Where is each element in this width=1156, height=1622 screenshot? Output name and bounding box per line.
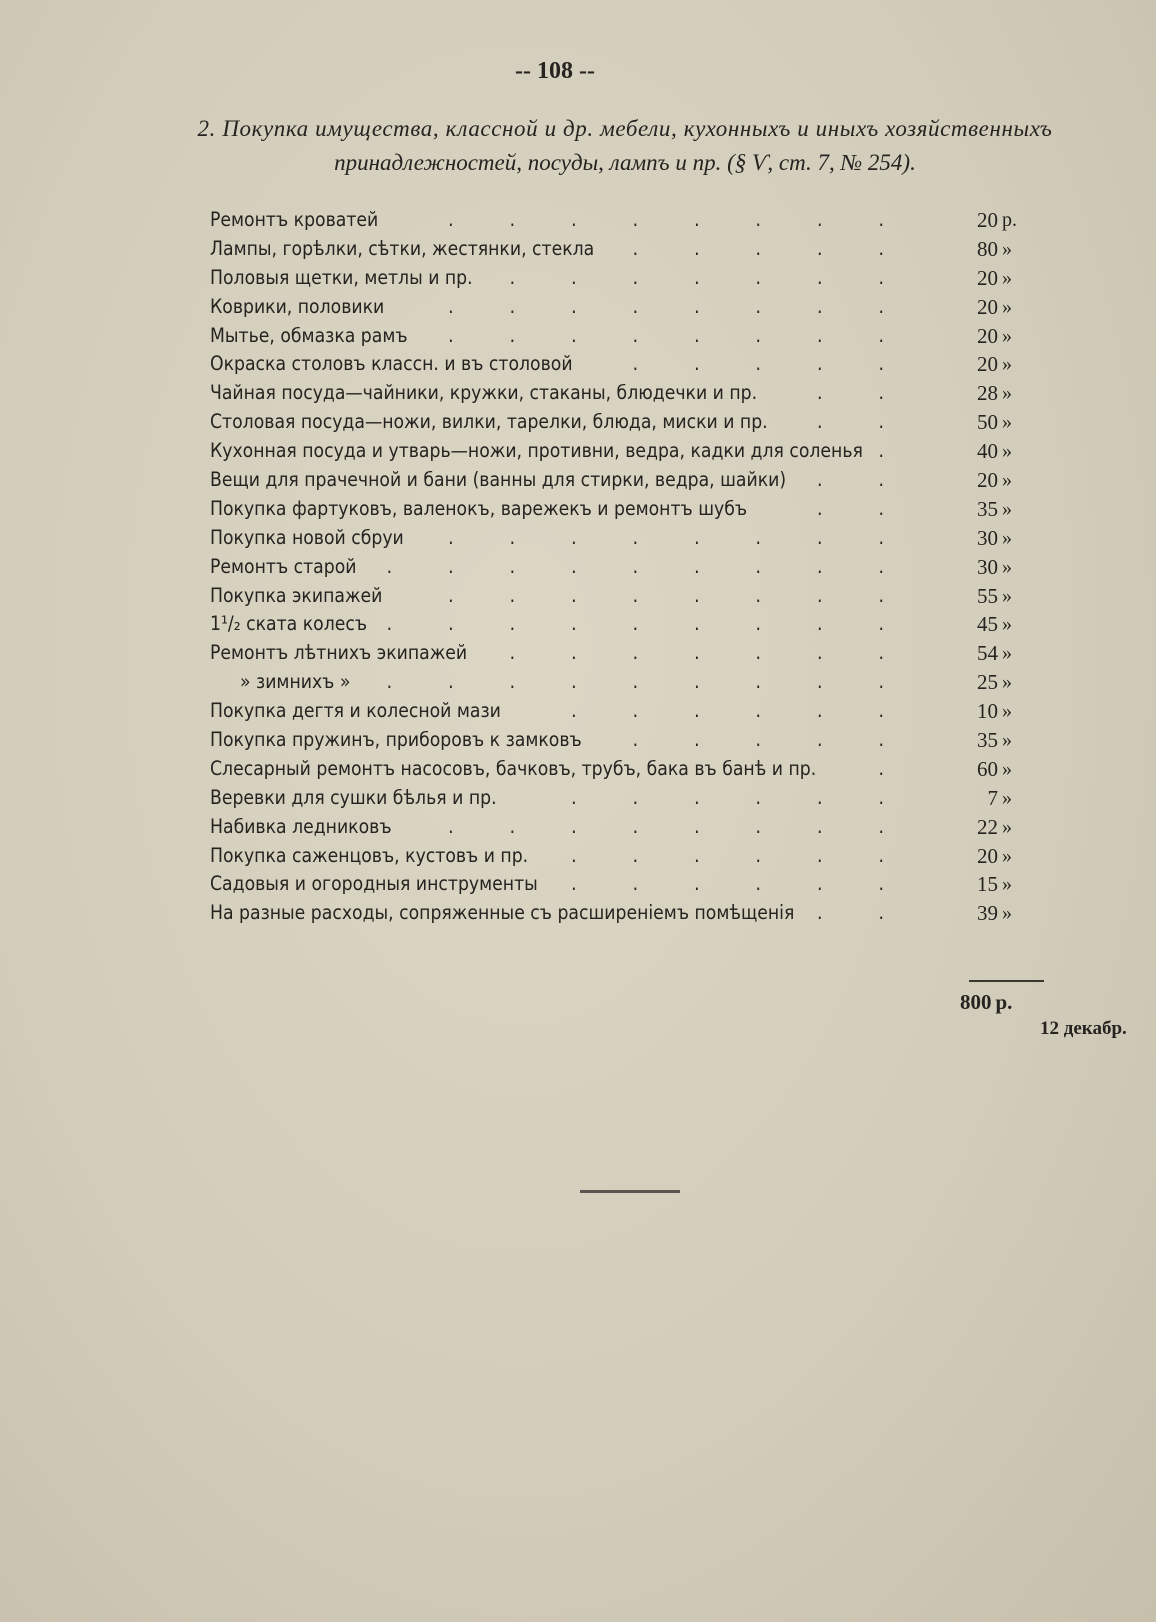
leader-dots: ......... — [386, 554, 940, 578]
list-item — [210, 639, 1060, 668]
section-heading — [100, 112, 1150, 180]
leader-dots: .. — [817, 496, 940, 520]
list-item — [210, 293, 1060, 322]
expense-list — [210, 206, 1060, 928]
item-amount: 80 — [977, 236, 998, 261]
leader-dots: ....... — [509, 641, 940, 665]
leader-dots: ..... — [632, 728, 940, 752]
item-label: Покупка новой сбруи — [210, 525, 404, 549]
list-item — [210, 379, 1060, 408]
item-amount: 28 — [977, 381, 998, 406]
item-unit: » — [1002, 324, 1012, 347]
list-item — [210, 697, 1060, 726]
item-label: Покупка дегтя и колесной мази — [210, 699, 501, 723]
leader-dots: ........ — [448, 323, 940, 347]
item-amount: 45 — [977, 612, 998, 637]
leader-dots: .. — [817, 410, 940, 434]
list-item — [210, 553, 1060, 582]
item-unit: » — [1002, 497, 1012, 520]
item-unit: » — [1002, 411, 1012, 434]
item-amount: 20 — [977, 323, 998, 348]
item-label: Набивка ледниковъ — [210, 814, 392, 838]
item-label: 1¹/₂ ската колесъ — [210, 612, 368, 636]
item-amount: 30 — [977, 525, 998, 550]
item-amount: 40 — [977, 439, 998, 464]
item-unit: » — [1002, 526, 1012, 549]
item-amount: 10 — [977, 699, 998, 724]
list-item — [210, 899, 1060, 928]
leader-dots: ......... — [386, 670, 940, 694]
item-unit: » — [1002, 844, 1012, 867]
leader-dots: ....... — [509, 265, 940, 289]
total-rule — [969, 980, 1044, 982]
item-label: » зимнихъ » — [240, 670, 351, 694]
item-amount: 20 — [977, 352, 998, 377]
item-unit: » — [1002, 469, 1012, 492]
list-item — [210, 582, 1060, 611]
item-unit: » — [1002, 786, 1012, 809]
item-unit: » — [1002, 757, 1012, 780]
leader-dots: ........ — [448, 583, 940, 607]
item-unit: » — [1002, 295, 1012, 318]
total-amount — [960, 990, 1012, 1015]
closing-rule — [580, 1190, 680, 1193]
item-amount: 20 — [977, 468, 998, 493]
item-amount: 20 — [977, 265, 998, 290]
list-item — [210, 264, 1060, 293]
item-amount: 50 — [977, 410, 998, 435]
item-amount: 60 — [977, 756, 998, 781]
item-unit: » — [1002, 873, 1012, 896]
item-amount: 55 — [977, 583, 998, 608]
item-amount: 20 — [977, 294, 998, 319]
list-item — [210, 322, 1060, 351]
item-label: Окраска столовъ классн. и въ столовой — [210, 352, 573, 376]
list-item — [210, 870, 1060, 899]
item-amount: 22 — [977, 814, 998, 839]
item-amount: 54 — [977, 641, 998, 666]
item-unit: » — [1002, 700, 1012, 723]
item-amount: 30 — [977, 554, 998, 579]
leader-dots: ...... — [571, 872, 940, 896]
item-label: На разные расходы, сопряженные съ расширеніемъ помѣщенія — [210, 901, 795, 925]
item-label: Половыя щетки, метлы и пр. — [210, 265, 473, 289]
leader-dots: ........ — [448, 525, 940, 549]
item-label: Покупка саженцовъ, кустовъ и пр. — [210, 843, 529, 867]
item-unit: » — [1002, 584, 1012, 607]
leader-dots: ........ — [448, 208, 940, 231]
item-label: Ремонтъ лѣтнихъ экипажей — [210, 641, 468, 665]
leader-dots: ...... — [571, 843, 940, 867]
item-label: Мытье, обмазка рамъ — [210, 323, 408, 347]
list-item — [210, 524, 1060, 553]
item-unit: » — [1002, 902, 1012, 925]
item-unit: » — [1002, 555, 1012, 578]
item-label: Слесарный ремонтъ насосовъ, бачковъ, трубъ, бака въ банѣ и пр. — [210, 756, 817, 780]
leader-dots: ......... — [386, 612, 940, 636]
heading-line-2: принадлежностей, посуды, лампъ и пр. (§ Ѵ, ст. 7, № 254). — [334, 150, 916, 175]
list-item — [210, 784, 1060, 813]
list-item — [210, 206, 1060, 235]
item-unit: » — [1002, 440, 1012, 463]
item-label: Кухонная посуда и утварь—ножи, противни, ведра, кадки для соленья — [210, 439, 863, 463]
item-label: Садовыя и огородныя инструменты — [210, 872, 538, 896]
list-item — [210, 350, 1060, 379]
total-unit: р. — [995, 990, 1013, 1014]
item-unit: » — [1002, 815, 1012, 838]
item-unit: » — [1002, 729, 1012, 752]
item-amount: 35 — [977, 496, 998, 521]
date-note: 12 декабр. — [1040, 1018, 1127, 1039]
leader-dots: ..... — [632, 236, 940, 260]
list-item — [210, 726, 1060, 755]
item-unit: » — [1002, 382, 1012, 405]
item-label: Покупка экипажей — [210, 583, 383, 607]
item-amount: 7 — [987, 785, 998, 810]
page-number: -- 108 -- — [515, 58, 595, 84]
list-item — [210, 813, 1060, 842]
item-label: Покупка пружинъ, приборовъ к замковъ — [210, 728, 582, 752]
list-item — [210, 235, 1060, 264]
list-item — [210, 755, 1060, 784]
leader-dots: ..... — [632, 352, 940, 376]
item-amount: 20 — [977, 843, 998, 868]
item-amount: 20 — [977, 208, 998, 232]
item-label: Веревки для сушки бѣлья и пр. — [210, 785, 497, 809]
leader-dots: . — [878, 756, 940, 780]
item-label: Покупка фартуковъ, валенокъ, варежекъ и ремонтъ шубъ — [210, 496, 748, 520]
item-amount: 35 — [977, 728, 998, 753]
item-unit: » — [1002, 237, 1012, 260]
item-amount: 15 — [977, 872, 998, 897]
item-unit: » — [1002, 671, 1012, 694]
item-unit: р. — [1002, 209, 1017, 231]
list-item — [210, 408, 1060, 437]
heading-line-1: 2. Покупка имущества, классной и др. мебели, кухонныхъ и иныхъ хозяйственныхъ — [197, 116, 1053, 141]
item-label: Ремонтъ старой — [210, 554, 357, 578]
total-value: 800 — [960, 990, 992, 1014]
list-item — [210, 842, 1060, 871]
list-item — [210, 495, 1060, 524]
leader-dots: ........ — [448, 294, 940, 318]
item-label: Чайная посуда—чайники, кружки, стаканы, блюдечки и пр. — [210, 381, 758, 405]
item-label: Столовая посуда—ножи, вилки, тарелки, блюда, миски и пр. — [210, 410, 768, 434]
item-unit: » — [1002, 353, 1012, 376]
item-unit: » — [1002, 642, 1012, 665]
leader-dots: ...... — [571, 785, 940, 809]
item-label: Коврики, половики — [210, 294, 385, 318]
list-item — [210, 610, 1060, 639]
leader-dots: .. — [817, 468, 940, 492]
leader-dots: . — [878, 439, 940, 463]
item-unit: » — [1002, 266, 1012, 289]
item-amount: 25 — [977, 670, 998, 695]
item-label: Ремонтъ кроватей — [210, 208, 379, 231]
list-item — [210, 668, 1060, 697]
leader-dots: .. — [817, 901, 940, 925]
leader-dots: ........ — [448, 814, 940, 838]
item-amount: 39 — [977, 901, 998, 926]
list-item — [210, 437, 1060, 466]
leader-dots: ...... — [571, 699, 940, 723]
item-unit: » — [1002, 613, 1012, 636]
item-label: Вещи для прачечной и бани (ванны для стирки, ведра, шайки) — [210, 468, 787, 492]
leader-dots: .. — [817, 381, 940, 405]
list-item — [210, 466, 1060, 495]
item-label: Лампы, горѣлки, сѣтки, жестянки, стекла — [210, 236, 595, 260]
